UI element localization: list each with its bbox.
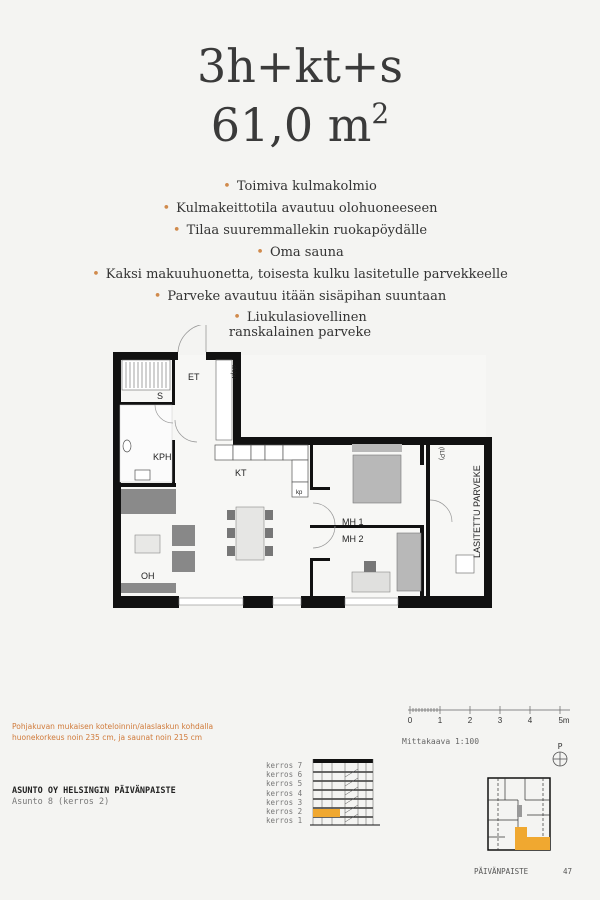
apartment-number: Asunto 8 (kerros 2) xyxy=(12,797,110,807)
bullet-icon: • xyxy=(172,223,181,238)
apartment-location xyxy=(515,827,550,850)
footer-project-name: PÄIVÄNPAISTE xyxy=(474,867,529,876)
single-bed xyxy=(397,533,421,591)
room-label-sauna: S xyxy=(157,391,164,401)
feature-list xyxy=(0,176,600,340)
coffee-table xyxy=(135,535,160,553)
feature-item: • Toimiva kulmakolmio xyxy=(223,179,377,194)
compass-icon xyxy=(552,751,568,767)
bullet-icon: • xyxy=(223,179,231,194)
label-ilp: (ILP) xyxy=(438,447,444,461)
area-unit-superscript: 2 xyxy=(371,97,390,130)
feature-item: • Tilaa suuremmallekin ruokapöydälle xyxy=(172,223,428,238)
sofa xyxy=(121,489,176,514)
double-bed xyxy=(353,455,401,503)
room-label-kph: KPH xyxy=(153,452,172,462)
bullet-icon: • xyxy=(92,267,100,282)
room-label-kp: kp xyxy=(296,490,303,496)
bullet-icon: • xyxy=(153,289,162,304)
sauna-bench xyxy=(122,360,170,390)
room-label-skpv: sk/pv xyxy=(230,365,236,380)
feature-item: • Parveke avautuu itään sisäpihan suuntaan xyxy=(153,289,447,304)
bullet-icon: • xyxy=(256,245,264,260)
room-label-et: ET xyxy=(188,372,200,382)
highlighted-floor xyxy=(313,809,340,817)
floor-plan xyxy=(113,325,493,615)
tv-bench xyxy=(121,583,176,593)
feature-item: • Liukulasiovellinen ranskalainen parveke xyxy=(228,310,372,340)
scale-bar xyxy=(400,700,580,740)
area-value: 61,0 m xyxy=(210,98,372,152)
apartment-type-title: 3h+kt+s xyxy=(197,39,403,93)
room-label-kt: KT xyxy=(235,468,247,478)
room-label-mh1: MH 1 xyxy=(342,517,364,527)
bullet-icon: • xyxy=(233,310,241,325)
scale-label: Mittakaava 1:100 xyxy=(402,737,480,746)
room-label-mh2: MH 2 xyxy=(342,534,364,544)
site-plan xyxy=(485,775,555,855)
building-elevation xyxy=(310,757,380,827)
page-number: 47 xyxy=(563,867,573,876)
svg-text:1: 1 xyxy=(437,716,443,725)
svg-text:2: 2 xyxy=(467,716,473,725)
feature-item: • Kulmakeittotila avautuu olohuoneeseen xyxy=(162,201,438,216)
apartment-area xyxy=(0,88,600,151)
bullet-icon: • xyxy=(162,201,171,216)
svg-text:0: 0 xyxy=(407,716,413,725)
north-indicator: P xyxy=(552,742,568,769)
feature-item: • Oma sauna xyxy=(256,245,344,260)
room-label-balcony: LASITETTU PARVEKE xyxy=(472,465,482,558)
svg-text:5m: 5m xyxy=(558,716,570,725)
svg-text:4: 4 xyxy=(527,716,533,725)
dining-table xyxy=(236,507,264,560)
room-label-oh: OH xyxy=(141,571,155,581)
feature-item: • Kaksi makuuhuonetta, toisesta kulku lasitetulle parvekkeelle xyxy=(92,267,508,282)
floor-list: kerros 7 kerros 6 kerros 5 kerros 4 kerros 3 kerros 2 kerros 1 xyxy=(266,761,303,826)
ceiling-height-note: Pohjakuvan mukaisen koteloinnin/alaslaskun kohdalla huonekorkeus noin 235 cm, ja saunat noin 215 cm xyxy=(12,722,214,742)
company-name: ASUNTO OY HELSINGIN PÄIVÄNPAISTE xyxy=(12,786,176,796)
svg-text:3: 3 xyxy=(497,716,503,725)
